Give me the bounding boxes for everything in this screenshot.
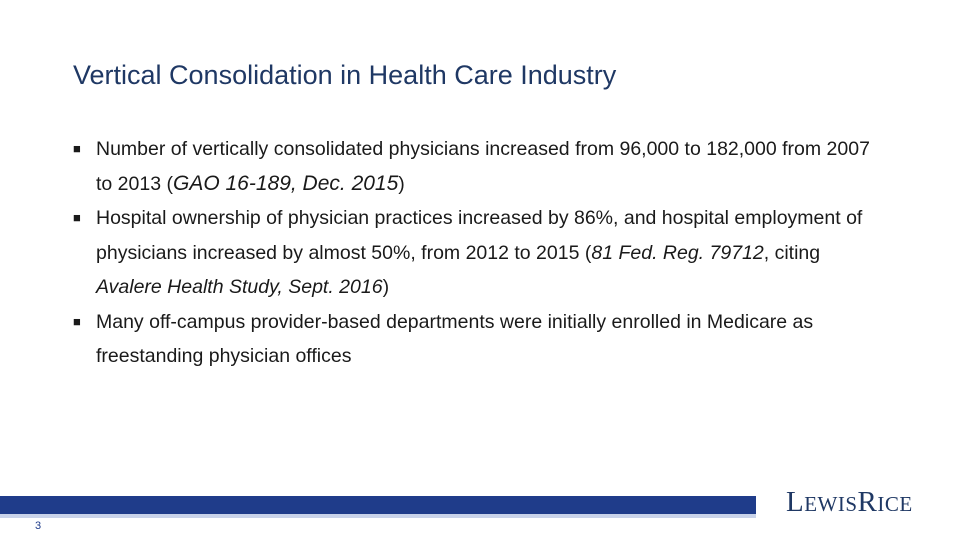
- bullet-item: [72, 132, 872, 201]
- bullet-list: [72, 132, 872, 374]
- bullet-text-mid: , citing: [763, 241, 821, 264]
- bullet-item: [72, 305, 872, 374]
- citation: GAO 16-189, Dec. 2015: [172, 171, 399, 195]
- footer-bar: [0, 496, 756, 514]
- citation: 81 Fed. Reg. 79712: [591, 241, 764, 264]
- bullet-text: Number of vertically consolidated physicians increased from 96,000 to 182,000 from 2007 to 2013 (: [96, 138, 870, 195]
- slide-title: Vertical Consolidation in Health Care Industry: [73, 60, 617, 90]
- page-number: 3: [35, 520, 42, 532]
- logo-letter: R: [857, 486, 878, 518]
- square-bullet-icon: ■: [73, 210, 81, 225]
- company-logo: [786, 486, 913, 519]
- bullet-text-end: ): [382, 276, 390, 298]
- footer-bar-accent: [0, 514, 756, 518]
- logo-letters: ICE: [877, 492, 913, 516]
- bullet-item: [72, 201, 872, 305]
- logo-letter: L: [786, 486, 805, 518]
- logo-letters: EWIS: [804, 492, 858, 516]
- bullet-text-end: ): [398, 172, 405, 195]
- bullet-text: Hospital ownership of physician practices increased by 86%, and hospital employment of physicians increased by almost 50%, from 2012 to 2015 (: [96, 207, 863, 264]
- square-bullet-icon: ■: [73, 141, 81, 156]
- bullet-text: Many off-campus provider-based departments were initially enrolled in Medicare as freestanding physician offices: [96, 310, 814, 367]
- square-bullet-icon: ■: [73, 313, 81, 329]
- citation: Avalere Health Study, Sept. 2016: [96, 276, 383, 298]
